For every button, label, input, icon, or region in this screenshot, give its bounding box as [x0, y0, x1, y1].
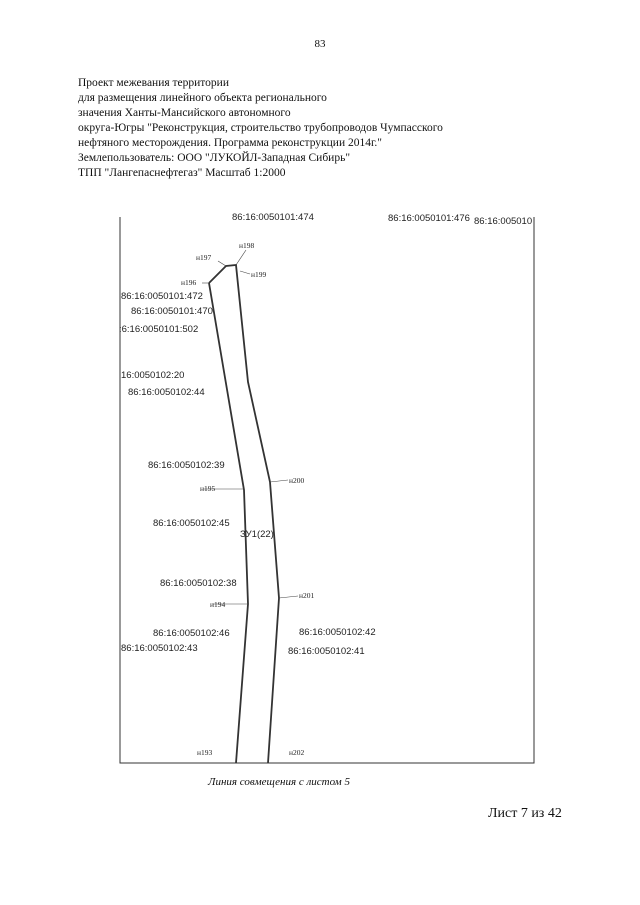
parcel-label: 16:0050102:20 [121, 370, 185, 381]
point-label: н196 [181, 278, 197, 287]
parcel-label: 86:16:0050102:43 [121, 643, 198, 654]
parcel-label: 86:16:0050102:44 [128, 387, 205, 398]
point-label: н202 [289, 748, 305, 757]
zone-label: ЗУ1(22) [240, 529, 274, 540]
parcel-label: 86:16:0050102:38 [160, 578, 237, 589]
parcel-label: 86:16:0050102:46 [153, 628, 230, 639]
header-line: для размещения линейного объекта регионального [78, 92, 327, 104]
parcel-label: 86:16:005010 [474, 216, 533, 227]
point-label: н194 [210, 600, 226, 609]
header-line: значения Ханты-Мансийского автономного [78, 107, 291, 119]
header-line: ТПП "Лангепаснефтегаз" Масштаб 1:2000 [78, 167, 286, 179]
header-line: нефтяного месторождения. Программа реконструкции 2014г." [78, 137, 382, 149]
header-line: Землепользователь: ООО "ЛУКОЙЛ-Западная Сибирь" [78, 152, 351, 164]
point-label: н198 [239, 241, 255, 250]
header-line: округа-Югры "Реконструкция, строительство трубопроводов Чумпасского [78, 122, 443, 134]
point-label: н193 [197, 748, 213, 757]
point-label: н197 [196, 253, 212, 262]
sheet-label: Лист 7 из 42 [488, 806, 562, 821]
page-number: 83 [314, 38, 326, 50]
parcel-label: 86:16:0050101:470 [131, 306, 213, 317]
leader-line [270, 480, 288, 482]
leader-line [279, 596, 298, 598]
leader-line [218, 261, 226, 266]
leader-line [240, 271, 250, 274]
parcel-label: 86:16:0050102:45 [153, 518, 230, 529]
parcel-label: 86:16:0050101:474 [232, 212, 314, 223]
parcel-label: 86:16:0050102:39 [148, 460, 225, 471]
parcel-label: 86:16:0050102:41 [288, 646, 365, 657]
leader-line [236, 250, 246, 265]
parcel-label: 86:16:0050101:476 [388, 213, 470, 224]
parcel-label: 86:16:0050102:42 [299, 627, 376, 638]
point-label: н201 [299, 591, 315, 600]
header-line: Проект межевания территории [78, 77, 229, 89]
parcel-label: :6:16:0050101:502 [119, 324, 199, 335]
point-label: н199 [251, 270, 267, 279]
junction-line-caption: Линия совмещения с листом 5 [208, 776, 350, 788]
point-label: н200 [289, 476, 305, 485]
point-label: н195 [200, 484, 216, 493]
parcel-label: 86:16:0050101:472 [121, 291, 203, 302]
